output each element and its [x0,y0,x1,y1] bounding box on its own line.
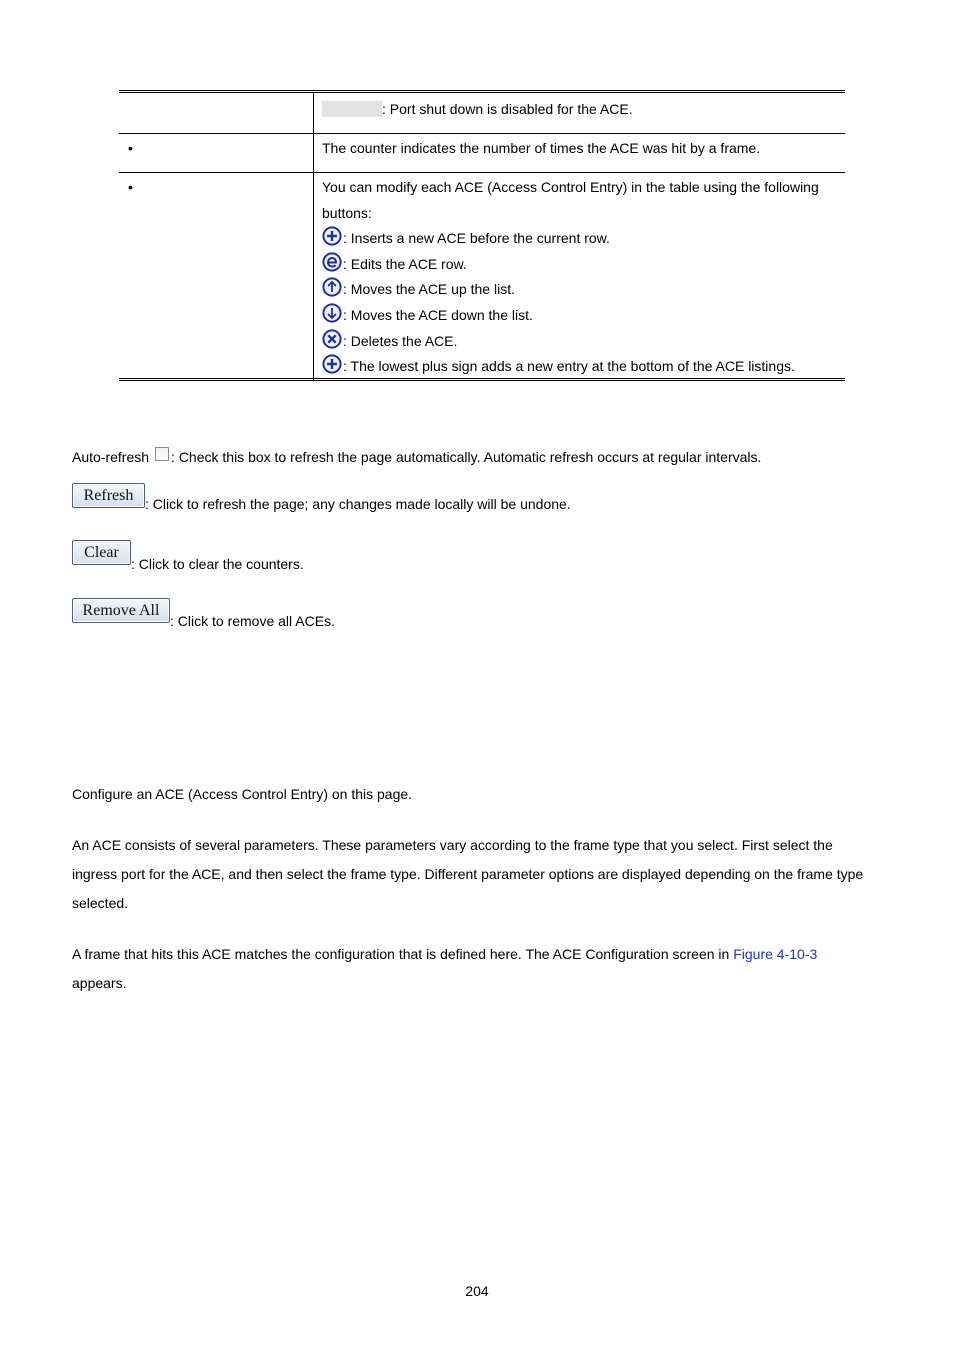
auto-refresh-label: Auto-refresh [72,449,150,465]
table-top-rule [119,90,845,93]
item-text: : The lowest plus sign adds a new entry at the bottom of the ACE listings. [343,358,795,375]
table-row [322,96,633,122]
row1-text: : Port shut down is disabled for the ACE. [382,101,633,117]
paragraph-frame-match [72,940,817,969]
clear-button[interactable]: Clear [72,540,131,565]
list-item [322,225,819,251]
plus-circle-icon [322,354,342,374]
paragraph-parameters-line3: selected. [72,895,129,911]
item-text: : Inserts a new ACE before the current row. [343,230,610,247]
paragraph-frame-match-line2: appears. [72,975,127,991]
row3-intro-line1: You can modify each ACE (Access Control Entry) in the table using the following [322,179,819,195]
item-text: : Edits the ACE row. [343,255,467,272]
table-bottom-rule [119,378,845,381]
list-item [322,302,819,328]
paragraph-frame-match-text: A frame that hits this ACE matches the configuration that is defined here. The ACE Configuration screen in [72,946,734,962]
highlight-placeholder [322,101,382,117]
row3-intro-line2: buttons: [322,204,372,221]
list-item [322,251,819,277]
auto-refresh-description [72,443,761,472]
plus-circle-icon [322,226,342,246]
list-item [322,353,819,379]
edit-circle-icon [322,252,342,272]
figure-link[interactable]: Figure 4-10-3 [733,946,818,962]
row2-bullet: • [128,140,133,156]
clear-description: : Click to clear the counters. [131,556,304,572]
item-text: : Moves the ACE down the list. [343,306,533,323]
remove-all-button[interactable]: Remove All [72,598,170,623]
list-item [322,328,819,354]
row2-text: The counter indicates the number of times the ACE was hit by a frame. [322,140,761,156]
row-divider [119,172,845,173]
x-circle-icon [322,329,342,349]
paragraph-intro: Configure an ACE (Access Control Entry) on this page. [72,786,413,802]
down-arrow-circle-icon [322,303,342,323]
page-number: 204 [465,1283,489,1299]
paragraph-parameters-line2: ingress port for the ACE, and then select the frame type. Different parameter options are displayed depending on the frame type [72,866,864,882]
table-column-divider [313,93,314,380]
refresh-button[interactable]: Refresh [72,483,145,508]
row-divider [119,133,845,134]
auto-refresh-checkbox[interactable] [155,447,169,461]
item-text: : Deletes the ACE. [343,332,458,349]
refresh-description: : Click to refresh the page; any changes made locally will be undone. [145,496,571,512]
list-item [322,276,819,302]
row3-bullet: • [128,179,133,195]
auto-refresh-text: : Check this box to refresh the page automatically. Automatic refresh occurs at regular intervals. [171,449,762,465]
up-arrow-circle-icon [322,277,342,297]
remove-all-description: : Click to remove all ACEs. [170,613,335,629]
paragraph-parameters-line1: An ACE consists of several parameters. These parameters vary according to the frame type that you select. First select the [72,837,833,853]
item-text: : Moves the ACE up the list. [343,281,515,298]
row3-content [322,174,819,379]
